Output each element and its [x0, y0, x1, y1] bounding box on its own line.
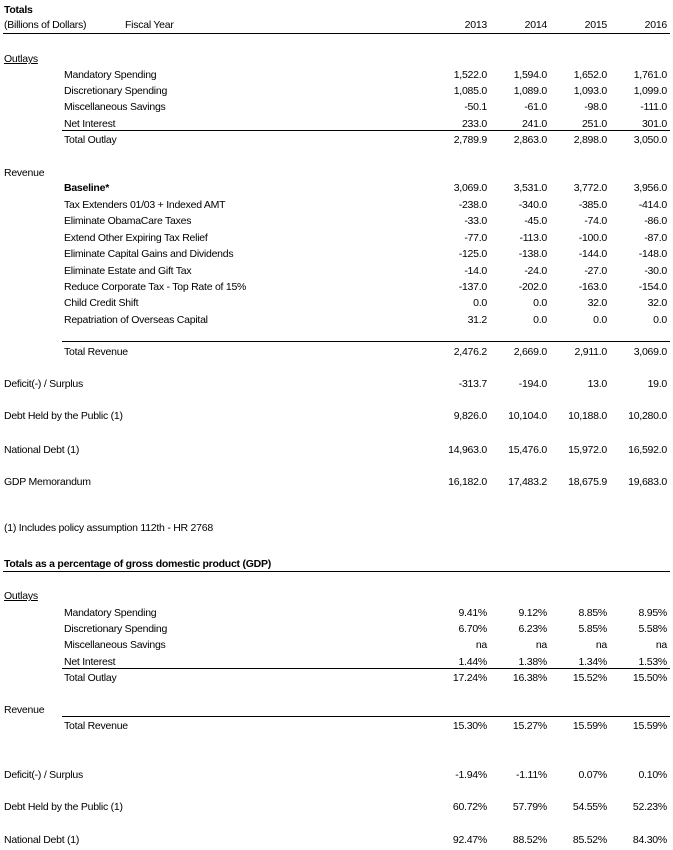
row-value: -202.0: [518, 281, 547, 293]
row-label: Total Outlay: [64, 134, 117, 146]
row-value: -61.0: [524, 101, 547, 113]
row-value: 5.85%: [578, 623, 607, 635]
row-value: -33.0: [464, 215, 487, 227]
row-value: 57.79%: [512, 801, 547, 813]
row-label: Debt Held by the Public (1): [4, 410, 123, 422]
row-value: 13.0: [587, 378, 607, 390]
revenue-label: Revenue: [4, 167, 45, 179]
row-value: 16,592.0: [628, 444, 667, 456]
row-value: 6.23%: [518, 623, 547, 635]
row-label: Eliminate Estate and Gift Tax: [64, 265, 192, 277]
row-value: 233.0: [461, 118, 487, 130]
row-value: 301.0: [641, 118, 667, 130]
row-value: 16.38%: [512, 672, 547, 684]
row-value: na: [535, 639, 547, 651]
row-value: -137.0: [458, 281, 487, 293]
row-value: 3,531.0: [513, 182, 547, 194]
outlays-total-rule: [62, 130, 670, 131]
row-value: 5.58%: [638, 623, 667, 635]
pct-revenue-label: Revenue: [4, 704, 45, 716]
row-value: 19,683.0: [628, 476, 667, 488]
outlays-label: Outlays: [4, 53, 38, 65]
row-value: 3,069.0: [453, 182, 487, 194]
row-label: Tax Extenders 01/03 + Indexed AMT: [64, 199, 226, 211]
row-value: 1,652.0: [573, 69, 607, 81]
row-value: 15,476.0: [508, 444, 547, 456]
row-value: 15,972.0: [568, 444, 607, 456]
row-value: 15.50%: [632, 672, 667, 684]
row-value: 60.72%: [452, 801, 487, 813]
row-value: 0.0: [533, 314, 547, 326]
row-value: na: [475, 639, 487, 651]
row-value: 2,669.0: [513, 346, 547, 358]
row-value: -340.0: [518, 199, 547, 211]
row-value: -144.0: [578, 248, 607, 260]
row-label: Total Outlay: [64, 672, 117, 684]
row-value: -1.94%: [455, 769, 487, 781]
row-value: 1.38%: [518, 656, 547, 668]
row-value: 2,911.0: [574, 346, 607, 358]
row-label: Discretionary Spending: [64, 85, 168, 97]
row-label: Miscellaneous Savings: [64, 639, 166, 651]
row-label: National Debt (1): [4, 834, 80, 846]
row-value: -100.0: [578, 232, 607, 244]
row-value: 0.0: [473, 297, 487, 309]
row-value: -163.0: [578, 281, 607, 293]
pct-revenue-total-rule: [62, 716, 670, 717]
row-label: National Debt (1): [4, 444, 80, 456]
subtitle: (Billions of Dollars): [4, 19, 87, 31]
row-value: -238.0: [458, 199, 487, 211]
row-value: 1,594.0: [513, 69, 547, 81]
row-value: 15.59%: [572, 720, 607, 732]
row-value: -148.0: [638, 248, 667, 260]
row-value: 1,761.0: [633, 69, 667, 81]
row-label: Mandatory Spending: [64, 69, 157, 81]
title: Totals: [4, 4, 33, 16]
row-value: 9.12%: [518, 607, 547, 619]
row-value: 1.44%: [458, 656, 487, 668]
fiscal-year-label: Fiscal Year: [125, 19, 174, 31]
row-label: Eliminate ObamaCare Taxes: [64, 215, 192, 227]
row-value: -27.0: [584, 265, 607, 277]
footnote: (1) Includes policy assumption 112th - HR 2768: [4, 522, 213, 534]
row-value: 1,093.0: [573, 85, 607, 97]
row-value: -385.0: [578, 199, 607, 211]
row-value: -111.0: [640, 101, 667, 113]
row-label: Net Interest: [64, 118, 116, 130]
revenue-total-rule: [62, 341, 670, 342]
header-divider: [3, 33, 670, 34]
row-value: 1.53%: [638, 656, 667, 668]
row-value: 54.55%: [572, 801, 607, 813]
row-value: 3,956.0: [633, 182, 667, 194]
row-value: 32.0: [647, 297, 667, 309]
row-value: 1,085.0: [453, 85, 487, 97]
row-value: -113.0: [519, 232, 547, 244]
row-value: 3,772.0: [573, 182, 607, 194]
row-value: 3,069.0: [633, 346, 667, 358]
row-value: 32.0: [587, 297, 607, 309]
row-value: 18,675.9: [568, 476, 607, 488]
row-value: 10,188.0: [568, 410, 607, 422]
row-label: Eliminate Capital Gains and Dividends: [64, 248, 234, 260]
row-label: Deficit(-) / Surplus: [4, 769, 84, 781]
row-value: 17.24%: [452, 672, 487, 684]
row-value: 251.0: [581, 118, 607, 130]
row-value: 85.52%: [572, 834, 607, 846]
row-value: -313.7: [458, 378, 487, 390]
row-value: 3,050.0: [633, 134, 667, 146]
row-label: Mandatory Spending: [64, 607, 157, 619]
row-label: Deficit(-) / Surplus: [4, 378, 84, 390]
row-value: -45.0: [524, 215, 547, 227]
row-label: Miscellaneous Savings: [64, 101, 166, 113]
row-value: -414.0: [638, 199, 667, 211]
year-header: 2016: [644, 19, 667, 31]
pct-outlays-total-rule: [62, 668, 670, 669]
pct-outlays-label: Outlays: [4, 590, 38, 602]
row-value: 8.85%: [578, 607, 607, 619]
row-value: 0.0: [533, 297, 547, 309]
pct-divider: [3, 571, 670, 572]
row-label: Net Interest: [64, 656, 116, 668]
row-value: -87.0: [644, 232, 667, 244]
row-value: 2,789.9: [453, 134, 487, 146]
row-value: 10,104.0: [508, 410, 547, 422]
row-label: Debt Held by the Public (1): [4, 801, 123, 813]
row-value: -74.0: [584, 215, 607, 227]
year-header: 2013: [464, 19, 487, 31]
row-value: 6.70%: [458, 623, 487, 635]
row-value: 1,522.0: [453, 69, 487, 81]
row-value: -86.0: [644, 215, 667, 227]
row-value: 15.52%: [572, 672, 607, 684]
row-value: 241.0: [521, 118, 547, 130]
row-value: -125.0: [458, 248, 487, 260]
row-value: 92.47%: [452, 834, 487, 846]
row-label: Reduce Corporate Tax - Top Rate of 15%: [64, 281, 247, 293]
row-value: 8.95%: [638, 607, 667, 619]
year-header: 2015: [584, 19, 607, 31]
row-value: na: [595, 639, 607, 651]
row-value: -1.11%: [516, 769, 547, 781]
row-value: -194.0: [518, 378, 547, 390]
row-value: -154.0: [638, 281, 667, 293]
row-value: 52.23%: [632, 801, 667, 813]
row-value: 9.41%: [458, 607, 487, 619]
row-value: 0.10%: [638, 769, 667, 781]
row-label: Extend Other Expiring Tax Relief: [64, 232, 208, 244]
row-value: -77.0: [464, 232, 487, 244]
row-value: 10,280.0: [628, 410, 667, 422]
row-value: -98.0: [584, 101, 607, 113]
row-value: 9,826.0: [453, 410, 487, 422]
row-value: 15.59%: [632, 720, 667, 732]
row-value: 0.0: [653, 314, 667, 326]
row-value: 0.07%: [578, 769, 607, 781]
row-value: 88.52%: [512, 834, 547, 846]
row-value: 1.34%: [578, 656, 607, 668]
row-label: Repatriation of Overseas Capital: [64, 314, 208, 326]
row-value: -30.0: [644, 265, 667, 277]
row-value: 84.30%: [632, 834, 667, 846]
pct-title: Totals as a percentage of gross domestic product (GDP): [4, 558, 271, 570]
row-value: 19.0: [647, 378, 667, 390]
row-value: 2,863.0: [513, 134, 547, 146]
row-value: 15.30%: [452, 720, 487, 732]
row-value: 15.27%: [512, 720, 547, 732]
row-value: -14.0: [464, 265, 487, 277]
row-value: -138.0: [518, 248, 547, 260]
row-label: Total Revenue: [64, 720, 128, 732]
row-value: -50.1: [464, 101, 487, 113]
row-value: 0.0: [593, 314, 607, 326]
row-value: 1,099.0: [633, 85, 667, 97]
row-value: -24.0: [524, 265, 547, 277]
row-label: Child Credit Shift: [64, 297, 139, 309]
year-header: 2014: [524, 19, 547, 31]
row-value: 2,898.0: [573, 134, 607, 146]
row-value: 14,963.0: [448, 444, 487, 456]
row-value: 2,476.2: [453, 346, 487, 358]
row-label: Total Revenue: [64, 346, 128, 358]
row-label: Discretionary Spending: [64, 623, 168, 635]
row-value: na: [655, 639, 667, 651]
row-label: Baseline*: [64, 182, 110, 194]
row-value: 31.2: [467, 314, 487, 326]
row-value: 1,089.0: [513, 85, 547, 97]
row-label: GDP Memorandum: [4, 476, 91, 488]
row-value: 17,483.2: [508, 476, 547, 488]
row-value: 16,182.0: [448, 476, 487, 488]
